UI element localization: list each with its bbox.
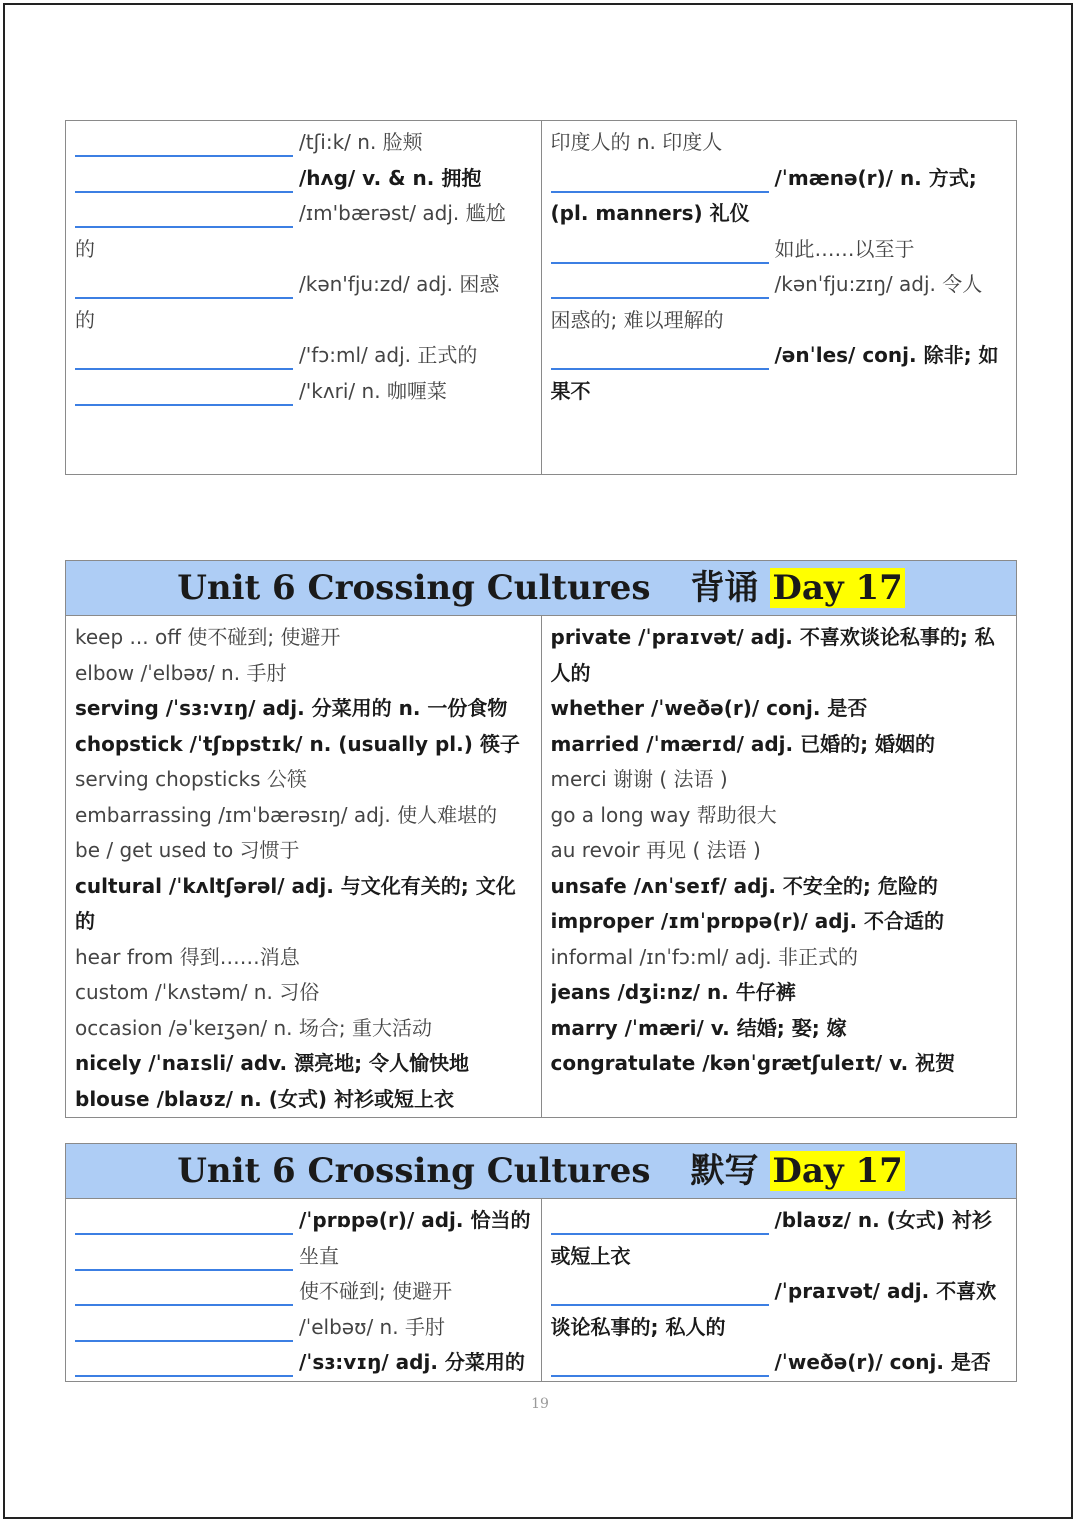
vocab-line: [75, 338, 533, 374]
vocab-text: 人的: [550, 660, 591, 685]
vocab-text: be / get used to 习惯于: [75, 838, 300, 862]
vocab-line: [551, 656, 1009, 692]
vocab-line: [75, 656, 533, 692]
vocab-line: [551, 1203, 1009, 1239]
vocab-line: [551, 620, 1009, 656]
answer-blank[interactable]: [551, 191, 769, 193]
vocab-line: [75, 940, 533, 976]
vocab-text: custom /ˈkʌstəm/ n. 习俗: [75, 980, 320, 1004]
vocab-text: 印度人的 n. 印度人: [550, 130, 723, 154]
answer-blank[interactable]: [551, 1233, 769, 1235]
vocab-text: chopstick /ˈtʃɒpstɪk/ n. (usually pl.) 筷子: [75, 731, 520, 756]
vocab-text: 的: [75, 909, 95, 933]
dictation-right-column: [541, 1199, 1017, 1382]
vocab-text: elbow /ˈelbəʊ/ n. 手肘: [75, 660, 287, 685]
answer-blank[interactable]: [75, 191, 293, 193]
vocab-text: /ˈmænə(r)/ n. 方式;: [774, 165, 977, 190]
vocab-text: private /ˈpraɪvət/ adj. 不喜欢谈论私事的; 私: [550, 625, 995, 649]
vocab-text: cultural /ˈkʌltʃərəl/ adj. 与文化有关的; 文化: [75, 873, 516, 898]
answer-blank[interactable]: [551, 1304, 769, 1306]
vocab-line: [551, 125, 1009, 161]
vocab-line: [75, 869, 533, 905]
vocab-text: marry /ˈmæri/ v. 结婚; 娶; 嫁: [550, 1015, 847, 1040]
vocab-line: [551, 727, 1009, 763]
answer-blank[interactable]: [75, 368, 293, 370]
answer-blank[interactable]: [75, 1304, 293, 1306]
vocab-line: [551, 303, 1009, 339]
vocab-text: /'kʌri/ n. 咖喱菜: [299, 378, 447, 403]
vocab-line: [75, 303, 533, 339]
vocab-line: [551, 196, 1009, 232]
vocab-line: [75, 161, 533, 197]
vocab-text: 或短上衣: [550, 1243, 631, 1268]
vocab-line: [75, 691, 533, 727]
vocab-line: [75, 833, 533, 869]
vocab-text: nicely /ˈnaɪsli/ adv. 漂亮地; 令人愉快地: [75, 1051, 470, 1075]
vocab-text: /hʌg/ v. & n. 拥抱: [299, 165, 482, 190]
answer-blank[interactable]: [551, 262, 769, 264]
vocab-text: au revoir 再见 ( 法语 ): [550, 838, 761, 862]
vocab-line: [551, 940, 1009, 976]
vocab-line: [75, 1274, 533, 1310]
dictation-table: [65, 1143, 1017, 1382]
vocab-text: occasion /əˈkeɪʒən/ n. 场合; 重大活动: [75, 1015, 432, 1040]
vocab-line: [551, 338, 1009, 374]
vocab-text: 使不碰到; 使避开: [299, 1279, 453, 1303]
vocab-line: [75, 1310, 533, 1346]
vocab-line: [75, 798, 533, 834]
dictation-day-badge: Day 17: [772, 1151, 903, 1191]
vocab-line: [551, 267, 1009, 303]
vocab-text: 的: [75, 236, 95, 261]
vocab-text: 坐直: [299, 1243, 339, 1268]
dictation-title: Unit 6 Crossing Cultures: [177, 1151, 651, 1191]
answer-blank[interactable]: [75, 1269, 293, 1271]
vocab-text: /ˈpraɪvət/ adj. 不喜欢: [774, 1279, 997, 1303]
answer-blank[interactable]: [75, 1375, 293, 1377]
vocab-line: [551, 1274, 1009, 1310]
vocab-line: [75, 727, 533, 763]
page-number: 19: [531, 1396, 549, 1412]
recite-table: [65, 560, 1017, 1118]
vocab-text: keep ... off 使不碰到; 使避开: [75, 625, 341, 649]
vocab-text: merci 谢谢 ( 法语 ): [550, 767, 728, 791]
vocab-line: [75, 1082, 533, 1118]
vocab-line: [551, 869, 1009, 905]
dictation-mode: 默写: [690, 1151, 759, 1191]
vocab-text: blouse /blaʊz/ n. (女式) 衬衫或短上衣: [75, 1086, 454, 1111]
recite-left-column: [66, 616, 542, 1118]
vocab-line: [551, 798, 1009, 834]
vocab-line: [551, 232, 1009, 268]
vocab-text: unsafe /ʌnˈseɪf/ adj. 不安全的; 危险的: [550, 873, 938, 898]
vocab-line: [75, 267, 533, 303]
vocab-text: 果不: [550, 378, 591, 403]
top-left-column: [66, 121, 542, 475]
vocab-line: [75, 1203, 533, 1239]
answer-blank[interactable]: [75, 226, 293, 228]
vocab-line: [75, 975, 533, 1011]
vocab-line: [75, 374, 533, 410]
vocab-line: [551, 904, 1009, 940]
vocab-line: [551, 975, 1009, 1011]
vocab-text: /blaʊz/ n. (女式) 衬衫: [774, 1208, 992, 1232]
vocab-text: improper /ɪmˈprɒpə(r)/ adj. 不合适的: [550, 909, 945, 933]
vocab-text: 如此……以至于: [774, 236, 915, 261]
vocab-line: [75, 196, 533, 232]
answer-blank[interactable]: [75, 155, 293, 157]
vocab-line: [551, 1011, 1009, 1047]
vocab-text: /ɪm'bærəst/ adj. 尴尬: [299, 201, 506, 225]
vocab-line: [551, 374, 1009, 410]
answer-blank[interactable]: [551, 368, 769, 370]
answer-blank[interactable]: [75, 1340, 293, 1342]
top-dictation-table: [65, 120, 1017, 475]
answer-blank[interactable]: [551, 1375, 769, 1377]
vocab-line: [551, 1046, 1009, 1082]
vocab-text: /tʃi:k/ n. 脸颊: [299, 130, 423, 154]
vocab-text: /ˈsɜ:vɪŋ/ adj. 分菜用的: [299, 1350, 525, 1374]
vocab-text: 谈论私事的; 私人的: [550, 1314, 726, 1339]
vocab-text: informal /ɪnˈfɔ:ml/ adj. 非正式的: [550, 944, 858, 969]
answer-blank[interactable]: [75, 404, 293, 406]
vocab-text: married /ˈmærɪd/ adj. 已婚的; 婚姻的: [550, 731, 936, 756]
vocab-text: serving chopsticks 公筷: [75, 767, 307, 791]
vocab-text: /kən'fju:zd/ adj. 困惑: [299, 272, 500, 296]
vocab-text: 的: [75, 307, 95, 332]
answer-blank[interactable]: [551, 297, 769, 299]
vocab-text: /ˈprɒpə(r)/ adj. 恰当的: [299, 1208, 531, 1232]
vocab-line: [551, 1345, 1009, 1381]
answer-blank[interactable]: [75, 1233, 293, 1235]
vocab-text: /kənˈfju:zɪŋ/ adj. 令人: [774, 272, 983, 296]
vocab-text: serving /ˈsɜ:vɪŋ/ adj. 分菜用的 n. 一份食物: [75, 696, 508, 720]
vocab-text: hear from 得到……消息: [75, 944, 300, 969]
vocab-line: [75, 904, 533, 940]
recite-day-badge: Day 17: [772, 568, 903, 608]
vocab-line: [75, 125, 533, 161]
vocab-line: [75, 762, 533, 798]
vocab-line: [75, 1345, 533, 1381]
vocab-text: go a long way 帮助很大: [550, 802, 777, 827]
vocab-line: [75, 1046, 533, 1082]
vocab-text: whether /ˈweðə(r)/ conj. 是否: [550, 696, 868, 720]
vocab-text: congratulate /kənˈgrætʃuleɪt/ v. 祝贺: [550, 1051, 956, 1075]
vocab-text: embarrassing /ɪmˈbærəsɪŋ/ adj. 使人难堪的: [75, 802, 498, 827]
vocab-text: /ənˈles/ conj. 除非; 如: [774, 343, 999, 367]
dictation-left-column: [66, 1199, 542, 1382]
vocab-line: [75, 1011, 533, 1047]
vocab-line: [551, 161, 1009, 197]
answer-blank[interactable]: [75, 297, 293, 299]
vocab-text: 困惑的; 难以理解的: [550, 307, 724, 332]
vocab-line: [551, 833, 1009, 869]
top-right-column: [541, 121, 1017, 475]
recite-mode: 背诵: [690, 568, 759, 608]
vocab-line: [551, 1239, 1009, 1275]
vocab-text: (pl. manners) 礼仪: [550, 201, 750, 225]
vocab-text: /ˈweðə(r)/ conj. 是否: [774, 1350, 991, 1374]
vocab-line: [75, 1239, 533, 1275]
vocab-line: [551, 762, 1009, 798]
vocab-text: /'fɔ:ml/ adj. 正式的: [299, 343, 478, 367]
vocab-line: [551, 1310, 1009, 1346]
vocab-line: [75, 620, 533, 656]
vocab-line: [75, 232, 533, 268]
dictation-header: [66, 1144, 1017, 1199]
vocab-text: jeans /dʒi:nz/ n. 牛仔裤: [550, 980, 796, 1004]
recite-right-column: [541, 616, 1017, 1118]
recite-title: Unit 6 Crossing Cultures: [177, 568, 651, 608]
vocab-text: /ˈelbəʊ/ n. 手肘: [299, 1314, 445, 1339]
vocab-line: [551, 691, 1009, 727]
recite-header: [66, 561, 1017, 616]
